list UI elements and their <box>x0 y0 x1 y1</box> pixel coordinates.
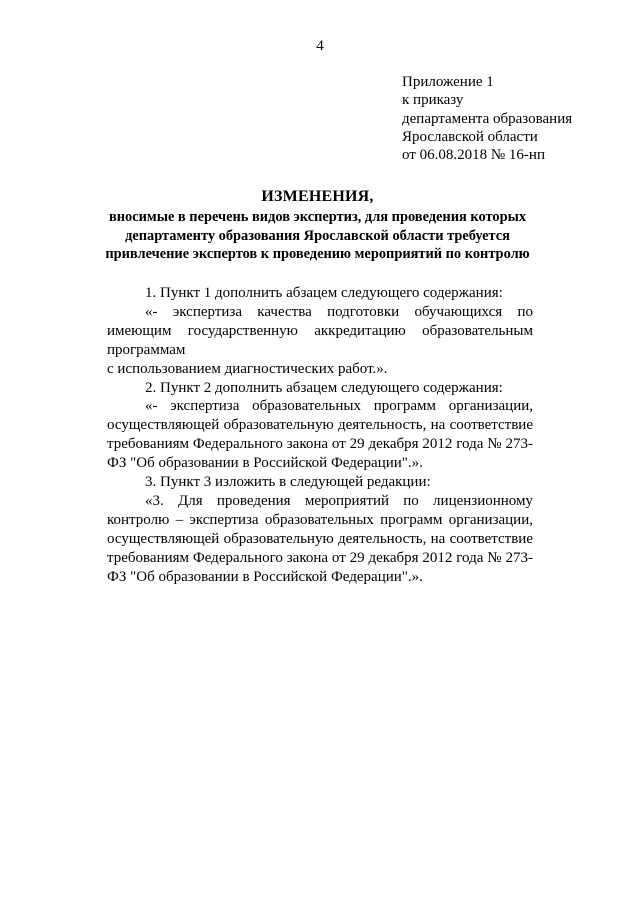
appendix-line: Приложение 1 <box>402 74 494 90</box>
paragraph: «- экспертиза образовательных программ организации, осуществляющей образовательную деятельность, на соответствие требованиям Федерального закона от 29 декабря 2012 года № 273-ФЗ "Об образовании в Российской Федерации".». <box>107 398 533 472</box>
document-heading <box>95 187 540 264</box>
paragraph: «3. Для проведения мероприятий по лицензионному контролю – экспертиза образовательных программ организации, осуществляющей образовательную деятельность, на соответствие требованиям Федерального закона от 29 декабря 2012 года № 273-ФЗ "Об образовании в Российской Федерации".». <box>107 492 533 585</box>
appendix-line: Ярославской области <box>402 128 538 145</box>
paragraph: «- экспертиза качества подготовки обучающихся по имеющим государственную аккредитацию образовательным программам <box>107 303 533 358</box>
appendix-line: департамента образования <box>402 110 573 127</box>
document-body <box>107 284 533 587</box>
paragraph: 1. Пункт 1 дополнить абзацем следующего содержания: <box>145 285 503 301</box>
page-number: 4 <box>316 38 324 54</box>
appendix-line: от 06.08.2018 № 16-нп <box>402 147 545 164</box>
document-title: ИЗМЕНЕНИЯ, <box>261 188 374 205</box>
paragraph: 3. Пункт 3 изложить в следующей редакции: <box>145 474 431 491</box>
appendix-block <box>402 73 572 164</box>
document-subtitle: вносимые в перечень видов экспертиз, для проведения которых департаменту образования Ярославской области требуется привлечение экспертов к проведению мероприятий по контролю <box>105 209 530 263</box>
appendix-line: к приказу <box>402 92 464 109</box>
paragraph: 2. Пункт 2 дополнить абзацем следующего содержания: <box>145 379 503 396</box>
paragraph-continuation: с использованием диагностических работ.». <box>107 360 388 377</box>
